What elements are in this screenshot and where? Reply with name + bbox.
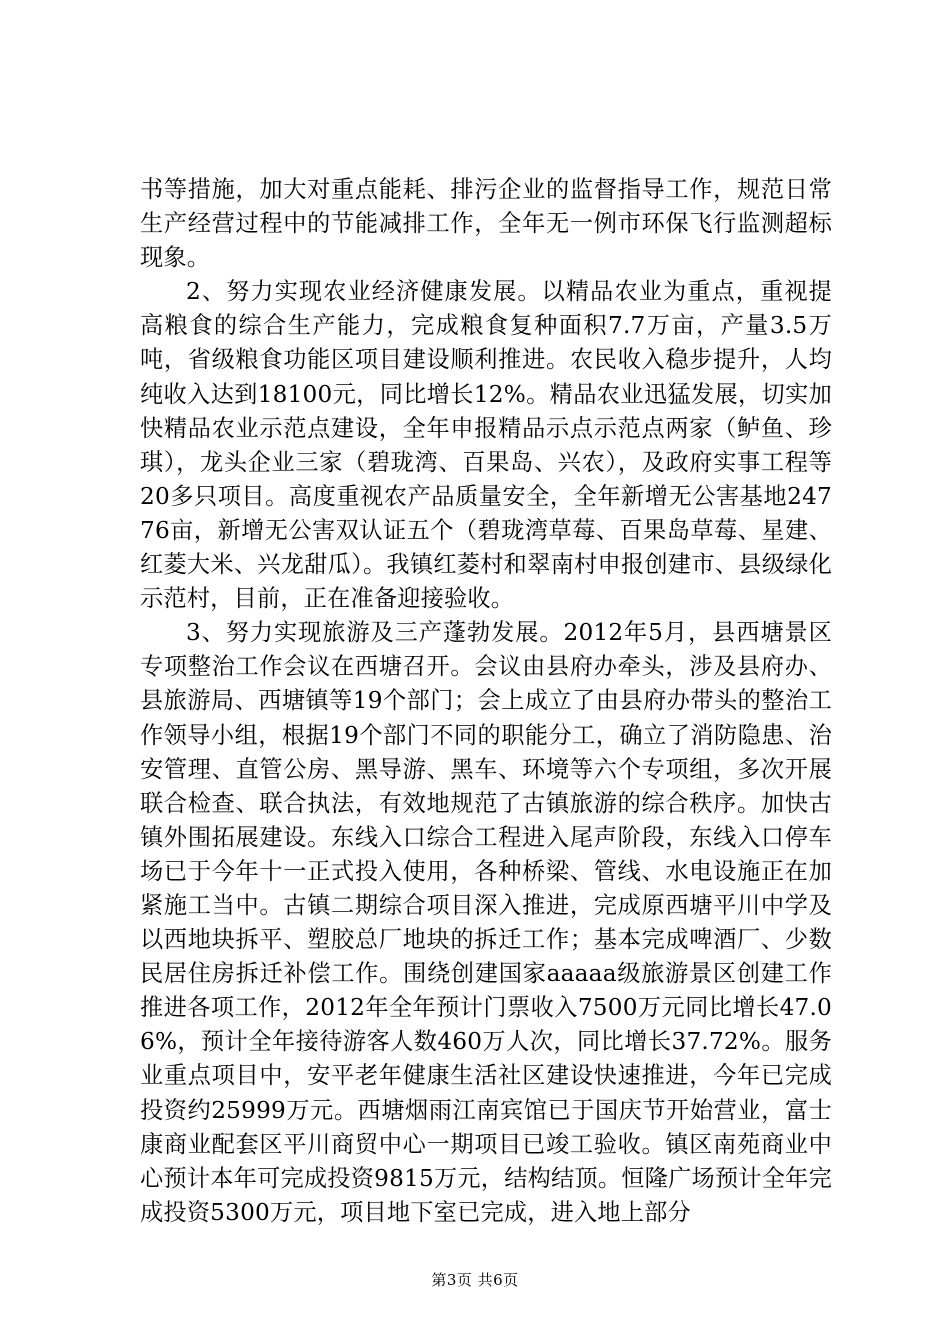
paragraph-energy-saving: 书等措施，加大对重点能耗、排污企业的监督指导工作，规范日常生产经营过程中的节能减排工作，全年无一例市环保飞行监测超标现象。: [140, 176, 832, 272]
paragraph-tourism: 3、努力实现旅游及三产蓬勃发展。2012年5月，县西塘景区专项整治工作会议在西塘召开。会议由县府办牵头，涉及县府办、县旅游局、西塘镇等19个部门；会上成立了由县府办带头的整治工作领导小组，根据19个部门不同的职能分工，确立了消防隐患、治安管理、直管公房、黑导游、黑车、环境等六个专项组，多次开展联合检查、联合执法，有效地规范了古镇旅游的综合秩序。加快古镇外围拓展建设。东线入口综合工程进入尾声阶段，东线入口停车场已于今年十一正式投入使用，各种桥梁、管线、水电设施正在加紧施工当中。古镇二期综合项目深入推进，完成原西塘平川中学及以西地块拆平、塑胶总厂地块的拆迁工作；基本完成啤酒厂、少数民居住房拆迁补偿工作。围绕创建国家aaaaa级旅游景区创建工作推进各项工作，2012年全年预计门票收入7500万元同比增长47.06%，预计全年接待游客人数460万人次，同比增长37.72%。服务业重点项目中，安平老年健康生活社区建设快速推进，今年已完成投资约25999万元。西塘烟雨江南宾馆已于国庆节开始营业，富士康商业配套区平川商贸中心一期项目已竣工验收。镇区南苑商业中心预计本年可完成投资9815万元，结构结顶。恒隆广场预计全年完成投资5300万元，项目地下室已完成，进入地上部分: [140, 619, 832, 1226]
page-number-footer: 第3页 共6页: [431, 1271, 519, 1289]
document-body: [140, 173, 832, 1230]
paragraph-agriculture: 2、努力实现农业经济健康发展。以精品农业为重点，重视提高粮食的综合生产能力，完成粮食复种面积7.7万亩，产量3.5万吨，省级粮食功能区项目建设顺利推进。农民收入稳步提升，人均纯收入达到18100元，同比增长12%。精品农业迅猛发展，切实加快精品农业示范点建设，全年申报精品示点示范点两家（鲈鱼、珍琪），龙头企业三家（碧珑湾、百果岛、兴农），及政府实事工程等20多只项目。高度重视农产品质量安全，全年新增无公害基地24776亩，新增无公害双认证五个（碧珑湾草莓、百果岛草莓、星建、红菱大米、兴龙甜瓜）。我镇红菱村和翠南村申报创建市、县级绿化示范村，目前，正在准备迎接验收。: [140, 278, 832, 613]
